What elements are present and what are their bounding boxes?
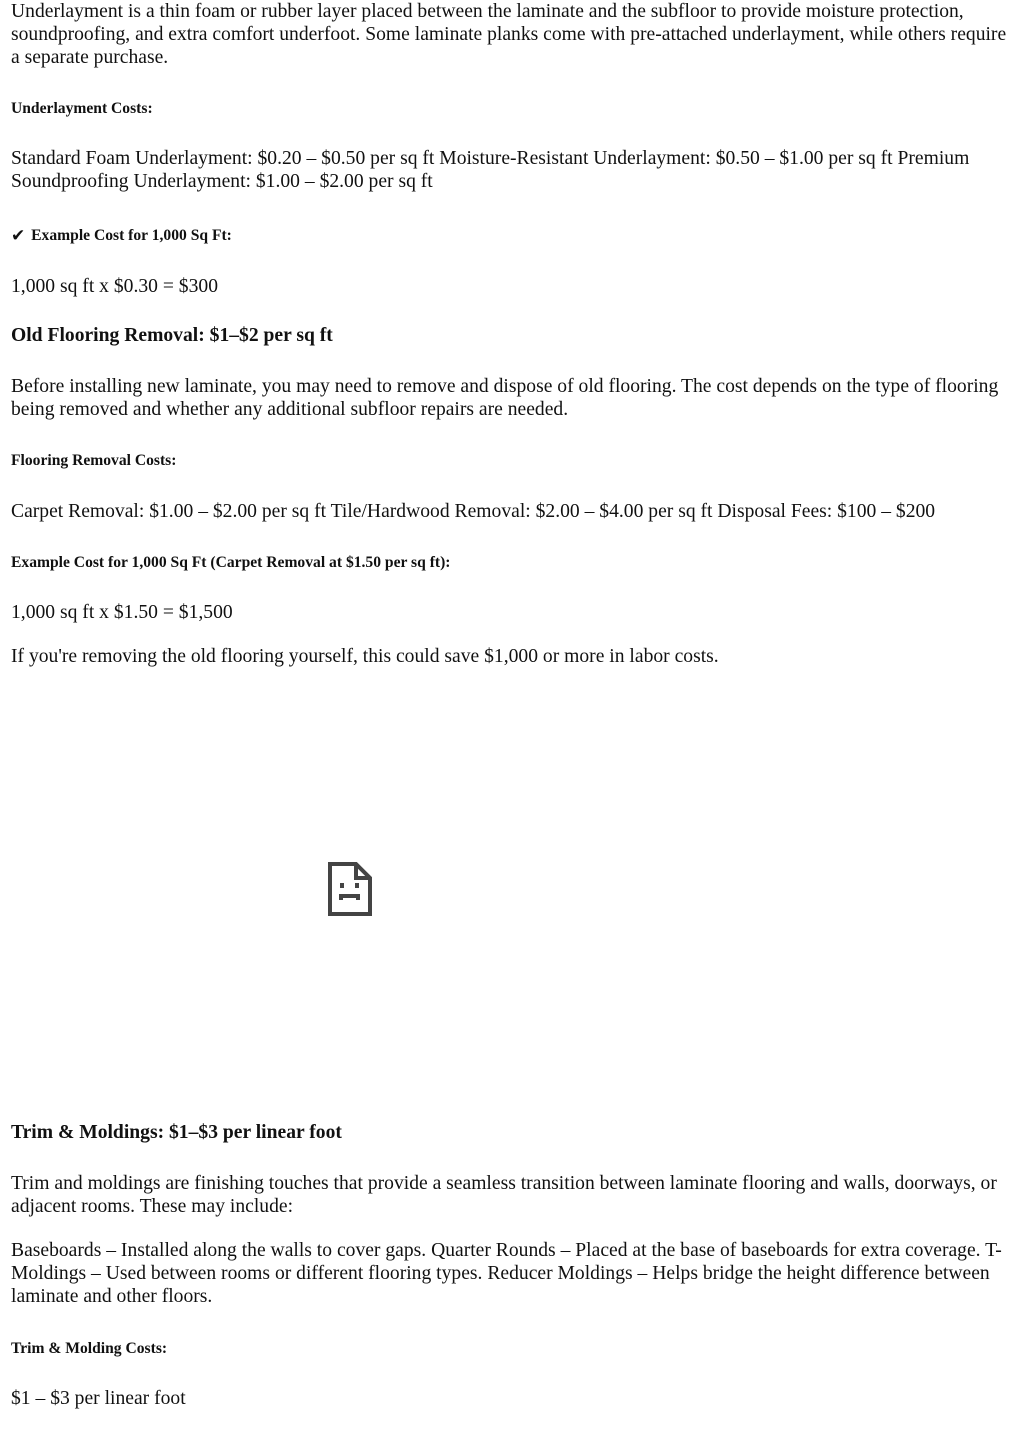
removal-costs-heading: Flooring Removal Costs: [11, 452, 177, 469]
removal-example-calc: 1,000 sq ft x $1.50 = $1,500 [11, 602, 233, 623]
underlayment-costs-text: Standard Foam Underlayment: $0.20 – $0.50 per sq ft Moisture-Resistant Underlayment: $0.50 – $1.00 per sq ft Premium Soundproofing Underlayment: $1.00 – $2.00 per sq ft [11, 148, 970, 193]
underlayment-example-heading [11, 226, 1016, 246]
trim-costs-text: $1 – $3 per linear foot [11, 1388, 186, 1409]
underlayment-intro: Underlayment is a thin foam or rubber layer placed between the laminate and the subfloor to provide moisture protection, soundproofing, and extra comfort underfoot. Some laminate planks come with pre-attached underlayment, while others require a separate purchase. [11, 1, 1007, 69]
underlayment-costs-heading: Underlayment Costs: [11, 100, 153, 117]
removal-example-heading: Example Cost for 1,000 Sq Ft (Carpet Removal at $1.50 per sq ft): [11, 554, 451, 571]
broken-image-icon [327, 861, 375, 917]
removal-costs-text: Carpet Removal: $1.00 – $2.00 per sq ft Tile/Hardwood Removal: $2.00 – $4.00 per sq ft Disposal Fees: $100 – $200 [11, 501, 936, 522]
trim-costs-heading: Trim & Molding Costs: [11, 1340, 168, 1357]
removal-heading: Old Flooring Removal: $1–$2 per sq ft [11, 325, 333, 346]
trim-types-text: Baseboards – Installed along the walls to cover gaps. Quarter Rounds – Placed at the base of baseboards for extra coverage. T-Moldings – Used between rooms or different flooring types. Reducer Moldings – Helps bridge the height difference between laminate and other floors. [11, 1240, 1002, 1308]
article-content [11, 0, 1016, 1446]
trim-heading: Trim & Moldings: $1–$3 per linear foot [11, 1122, 342, 1143]
trim-intro: Trim and moldings are finishing touches that provide a seamless transition between laminate flooring and walls, doorways, or adjacent rooms. These may include: [11, 1173, 997, 1218]
removal-note: If you're removing the old flooring yourself, this could save $1,000 or more in labor costs. [11, 646, 719, 667]
checkmark-icon: ✔ [11, 226, 26, 246]
underlayment-example-calc: 1,000 sq ft x $0.30 = $300 [11, 276, 218, 297]
removal-intro: Before installing new laminate, you may need to remove and dispose of old flooring. The cost depends on the type of flooring being removed and whether any additional subfloor repairs are needed. [11, 376, 999, 421]
underlayment-example-label: Example Cost for 1,000 Sq Ft: [31, 227, 232, 244]
